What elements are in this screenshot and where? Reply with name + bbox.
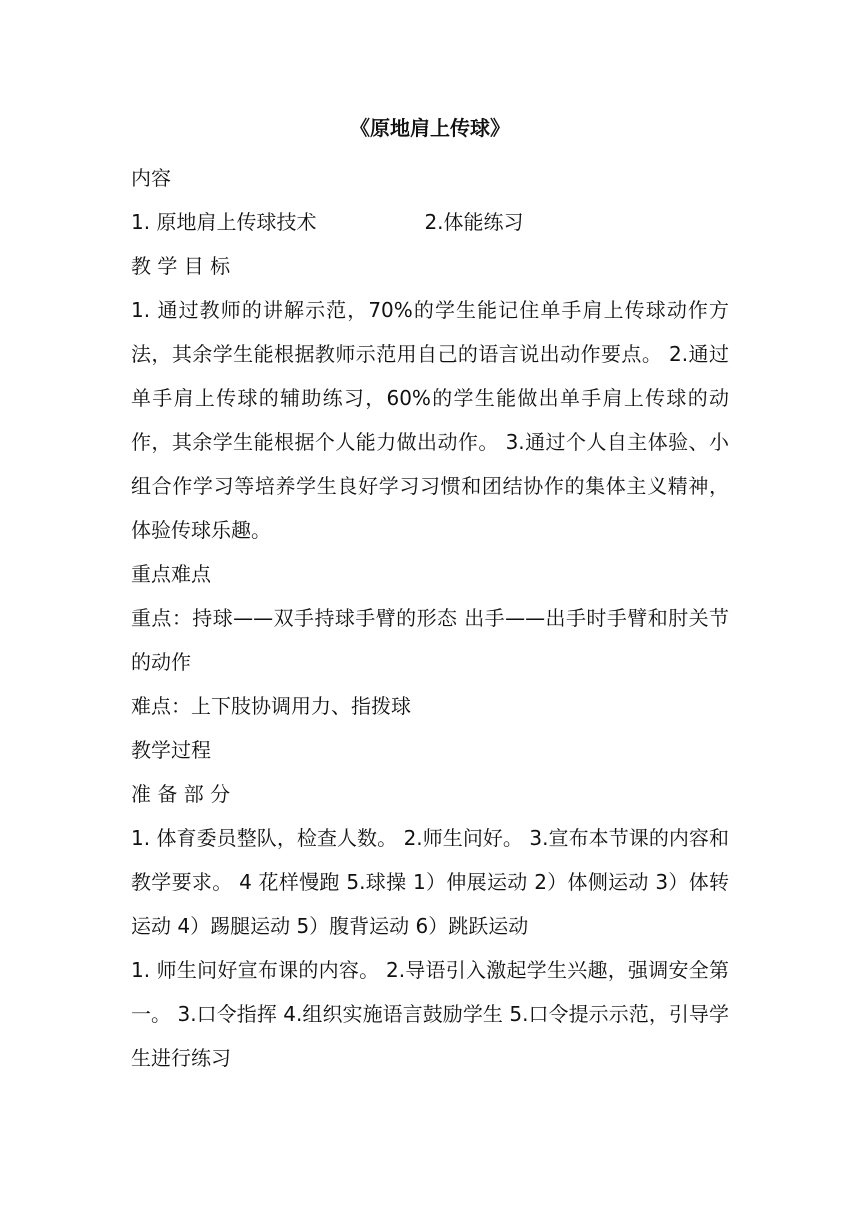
content-item-1: 1. 原地肩上传球技术 xyxy=(131,210,317,234)
document-title: 《原地肩上传球》 xyxy=(350,116,510,140)
prep-heading: 准 备 部 分 xyxy=(131,782,231,806)
difficulty-text: 难点：上下肢协调用力、指拨球 xyxy=(131,694,411,718)
key-point-text: 重点：持球——双手持球手臂的形态 出手——出手时手臂和肘关节的动作 xyxy=(131,606,729,674)
process-heading: 教学过程 xyxy=(131,738,211,762)
objectives-text: 1. 通过教师的讲解示范，70%的学生能记住单手肩上传球动作方法，其余学生能根据教师示范用自己的语言说出动作要点。 2.通过单手肩上传球的辅助练习，60%的学生能做出单手肩上传球的动作，其余学生能根据个人能力做出动作。 3.通过个人自主体验、小组合作学习等培养学生良好学习习惯和团结协作的集体主义精神，体验传球乐趣。 xyxy=(131,298,729,542)
content-items xyxy=(131,200,729,244)
content-heading: 内容 xyxy=(131,166,171,190)
document-page xyxy=(131,112,729,1080)
key-points-heading: 重点难点 xyxy=(131,562,211,586)
objectives-heading: 教 学 目 标 xyxy=(131,254,231,278)
content-item-2: 2.体能练习 xyxy=(424,210,524,234)
teacher-text: 1. 师生问好宣布课的内容。 2.导语引入激起学生兴趣，强调安全第一。 3.口令指挥 4.组织实施语言鼓励学生 5.口令提示示范，引导学生进行练习 xyxy=(131,958,729,1070)
prep-text: 1. 体育委员整队，检查人数。 2.师生问好。 3.宣布本节课的内容和教学要求。 4 花样慢跑 5.球操 1）伸展运动 2）体侧运动 3）体转运动 4）踢腿运动 5）腹背运动 6）跳跃运动 xyxy=(131,826,729,938)
